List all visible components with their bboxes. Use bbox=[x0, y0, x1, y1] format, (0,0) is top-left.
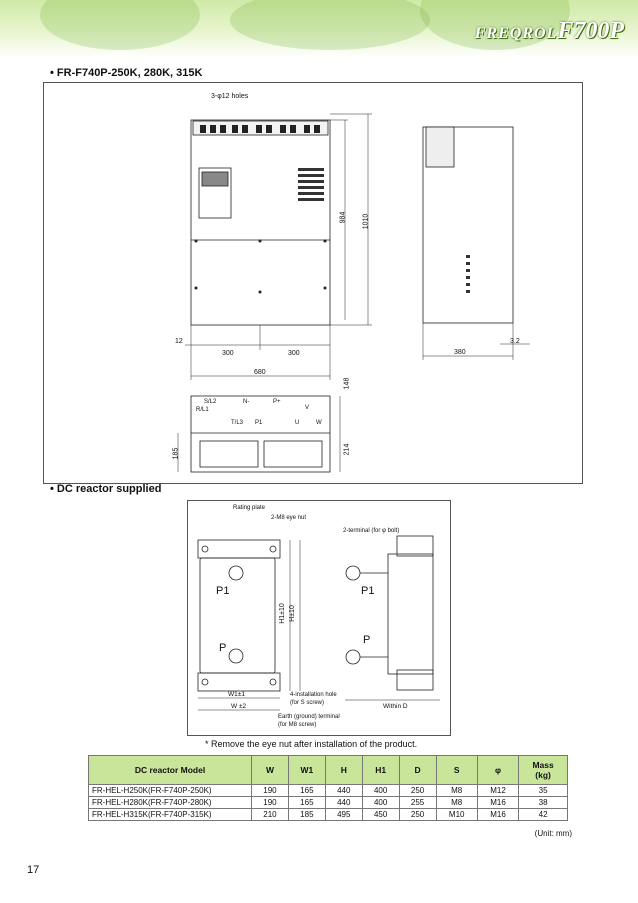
table-row bbox=[89, 809, 568, 821]
col-model: DC reactor Model bbox=[89, 756, 252, 785]
cell: FR-HEL-H315K(FR-F740P-315K) bbox=[89, 809, 252, 821]
dim-3-2: 3.2 bbox=[510, 338, 520, 345]
cell: 400 bbox=[362, 797, 399, 809]
col-phi: φ bbox=[477, 756, 518, 785]
dim-1010: 1010 bbox=[362, 213, 370, 230]
col-d: D bbox=[399, 756, 436, 785]
cell: 400 bbox=[362, 785, 399, 797]
dim-214: 214 bbox=[343, 443, 351, 456]
dim-holes: 3-φ12 holes bbox=[211, 93, 249, 100]
section-title-dc-reactor: • DC reactor supplied bbox=[50, 483, 162, 495]
terminal-w: W bbox=[316, 420, 322, 426]
cell: M8 bbox=[436, 797, 477, 809]
terminal-v: V bbox=[305, 405, 310, 411]
terminal-s-l2: S/L2 bbox=[204, 399, 217, 405]
col-w1: W1 bbox=[288, 756, 325, 785]
dim-984: 984 bbox=[339, 211, 347, 224]
cell: M16 bbox=[477, 809, 518, 821]
cell: 250 bbox=[399, 785, 436, 797]
dim-380: 380 bbox=[454, 349, 466, 356]
cell: 250 bbox=[399, 809, 436, 821]
table-row bbox=[89, 797, 568, 809]
brand-logo: FREQROLF700P bbox=[474, 18, 624, 44]
label-p-side: P bbox=[363, 634, 371, 646]
cell: 440 bbox=[325, 785, 362, 797]
dim-w1: W1±1 bbox=[228, 691, 245, 698]
label-earth-terminal: Earth (ground) terminal bbox=[278, 714, 340, 720]
cell: 255 bbox=[399, 797, 436, 809]
cell: M16 bbox=[477, 797, 518, 809]
eye-nut-note: * Remove the eye nut after installation of the product. bbox=[205, 739, 418, 749]
unit-label: (Unit: mm) bbox=[534, 829, 572, 838]
col-w: W bbox=[252, 756, 289, 785]
table-header-row bbox=[89, 756, 568, 785]
label-p-front: P bbox=[219, 642, 227, 654]
cell: FR-HEL-H280K(FR-F740P-280K) bbox=[89, 797, 252, 809]
dim-148: 148 bbox=[343, 377, 351, 390]
label-earth-screw: (for M8 screw) bbox=[278, 722, 317, 728]
cell: M8 bbox=[436, 785, 477, 797]
terminal-r-l1: R/L1 bbox=[196, 407, 209, 413]
col-h: H bbox=[325, 756, 362, 785]
label-p1-front: P1 bbox=[216, 585, 230, 597]
inverter-bottom-view bbox=[191, 396, 330, 472]
dc-reactor-spec-table bbox=[88, 755, 568, 821]
cell: 190 bbox=[252, 797, 289, 809]
dim-300-left: 300 bbox=[222, 350, 234, 357]
cell: M10 bbox=[436, 809, 477, 821]
label-eye-nut: 2-M8 eye nut bbox=[271, 515, 307, 521]
dim-680: 680 bbox=[254, 369, 266, 376]
col-mass: Mass (kg) bbox=[519, 756, 568, 785]
col-s: S bbox=[436, 756, 477, 785]
label-p1-side: P1 bbox=[361, 585, 375, 597]
label-terminal: 2-terminal (for φ bolt) bbox=[343, 528, 400, 534]
cell: 495 bbox=[325, 809, 362, 821]
dim-h: H±10 bbox=[288, 605, 296, 622]
cell: 190 bbox=[252, 785, 289, 797]
cell: M12 bbox=[477, 785, 518, 797]
dim-185: 185 bbox=[172, 447, 180, 460]
cell: 185 bbox=[288, 809, 325, 821]
terminal-u: U bbox=[295, 420, 300, 426]
dim-within-d: Within D bbox=[383, 703, 408, 710]
cell: 38 bbox=[519, 797, 568, 809]
cell: FR-HEL-H250K(FR-F740P-250K) bbox=[89, 785, 252, 797]
inverter-front-view bbox=[191, 120, 330, 325]
terminal-t-l3: T/L3 bbox=[231, 420, 244, 426]
label-install-hole: 4-installation hole bbox=[290, 692, 337, 698]
table-row bbox=[89, 785, 568, 797]
cell: 165 bbox=[288, 785, 325, 797]
section-title-inverter: • FR-F740P-250K, 280K, 315K bbox=[50, 67, 203, 79]
dim-w: W ±2 bbox=[231, 703, 247, 710]
dim-h1: H1±10 bbox=[278, 603, 286, 624]
cell: 210 bbox=[252, 809, 289, 821]
label-rating-plate: Rating plate bbox=[233, 505, 266, 511]
cell: 165 bbox=[288, 797, 325, 809]
terminal-n: N- bbox=[243, 399, 250, 405]
dim-300-right: 300 bbox=[288, 350, 300, 357]
terminal-p1: P1 bbox=[255, 420, 263, 426]
cell: 450 bbox=[362, 809, 399, 821]
cell: 42 bbox=[519, 809, 568, 821]
col-h1: H1 bbox=[362, 756, 399, 785]
dim-12: 12 bbox=[175, 338, 183, 345]
cell: 440 bbox=[325, 797, 362, 809]
cell: 35 bbox=[519, 785, 568, 797]
label-install-screw: (for S screw) bbox=[290, 700, 325, 706]
page-number: 17 bbox=[27, 864, 40, 876]
terminal-p-plus: P+ bbox=[273, 399, 281, 405]
